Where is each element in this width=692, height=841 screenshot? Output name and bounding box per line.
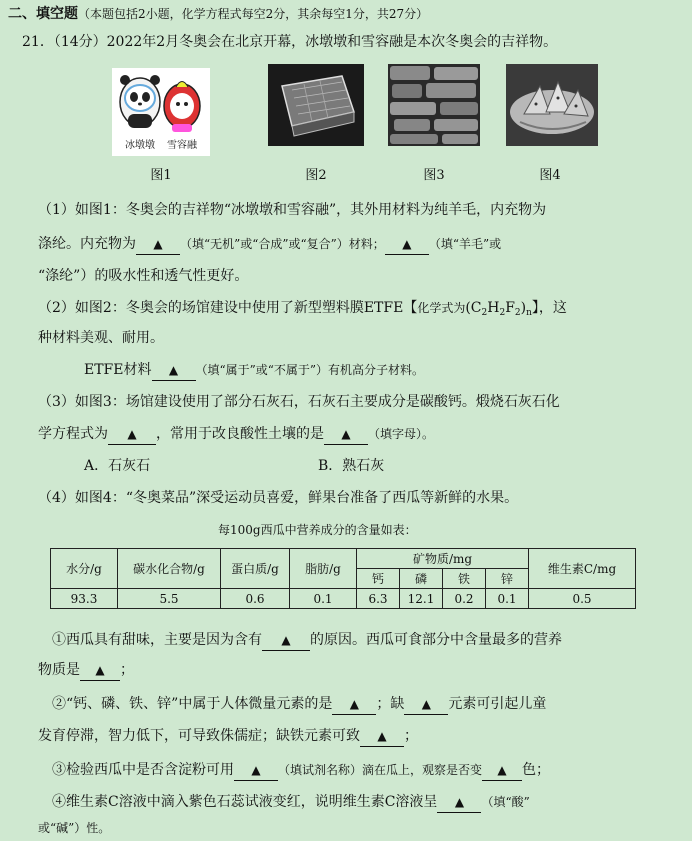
part3-text-a: 学方程式为 bbox=[38, 426, 108, 442]
q21-part3-line2 bbox=[38, 424, 434, 445]
caption-figure-1: 图1 bbox=[150, 168, 172, 183]
q21-part2-line1 bbox=[38, 298, 567, 323]
subq-2-text-e: ； bbox=[404, 728, 418, 744]
etfe-formula: $(C_2H_2F_2)_n$ bbox=[465, 300, 532, 318]
answer-blank[interactable]: ▲ bbox=[360, 726, 404, 747]
figure-4-watermelon bbox=[506, 64, 598, 146]
figure-row bbox=[0, 64, 692, 184]
section-note: （本题包括2小题，化学方程式每空2分，其余每空1分，共27分） bbox=[78, 7, 429, 21]
header-protein: 蛋白质/g bbox=[221, 549, 290, 589]
part3-hint: （填字母）。 bbox=[368, 427, 435, 441]
part2-text-end: 】，这 bbox=[531, 300, 567, 316]
q21-part3-line1: （3）如图3：场馆建设使用了部分石灰石，石灰石主要成分是碳酸钙。煅烧石灰石化 bbox=[38, 394, 560, 410]
mascot-label-a: 冰墩墩 bbox=[125, 140, 155, 151]
subq-2-line2 bbox=[38, 726, 418, 747]
q21-part1-line3: “涤纶”）的吸水性和透气性更好。 bbox=[38, 268, 249, 284]
header-carbohydrate: 碳水化合物/g bbox=[118, 549, 221, 589]
cell-iron: 0.2 bbox=[443, 589, 486, 609]
subq-2-text-b: ；缺 bbox=[376, 696, 405, 712]
answer-blank[interactable]: ▲ bbox=[108, 424, 156, 445]
cell-fat: 0.1 bbox=[290, 589, 357, 609]
table-title: 每100g西瓜中营养成分的含量如表： bbox=[218, 523, 417, 537]
part2-formula-note: 化学式为 bbox=[417, 301, 466, 315]
subq-4-text-a: ④维生素C溶液中滴入紫色石蕊试液变红，说明维生素C溶液呈 bbox=[52, 794, 438, 810]
cell-vitamin-c: 0.5 bbox=[529, 589, 636, 609]
subq-4-line2: 或“碱”）性。 bbox=[38, 821, 111, 835]
part2-text-a: （2）如图2：冬奥会的场馆建设中使用了新型塑料膜ETFE【 bbox=[38, 300, 418, 316]
cell-water: 93.3 bbox=[51, 589, 118, 609]
section-header bbox=[8, 4, 428, 24]
subq-3-text-a: ③检验西瓜中是否含淀粉可用 bbox=[52, 762, 234, 778]
answer-blank[interactable]: ▲ bbox=[404, 694, 448, 715]
header-water: 水分/g bbox=[51, 549, 118, 589]
answer-blank[interactable]: ▲ bbox=[80, 660, 120, 681]
part1-text-a: 涤纶。内充物为 bbox=[38, 236, 136, 252]
q21-part1-line1: （1）如图1：冬奥会的吉祥物“冰墩墩和雪容融”，其外用材料为纯羊毛，内充物为 bbox=[38, 202, 547, 218]
header-vitamin-c: 维生素C/mg bbox=[529, 549, 636, 589]
glass-block-photo bbox=[268, 64, 364, 146]
subq-4-hint: （填“酸” bbox=[481, 795, 530, 809]
answer-blank[interactable]: ▲ bbox=[482, 760, 522, 781]
caption-figure-2: 图2 bbox=[305, 168, 327, 183]
figure-1-mascots bbox=[112, 68, 210, 156]
subq-1-line2 bbox=[38, 660, 134, 681]
subq-3-text-c: 色； bbox=[522, 762, 551, 778]
mascot-label-b: 雪容融 bbox=[167, 140, 197, 151]
answer-blank[interactable]: ▲ bbox=[324, 424, 368, 445]
subq-1-text-b: 的原因。西瓜可食部分中含量最多的营养 bbox=[310, 632, 562, 648]
option-a: A．石灰石 bbox=[84, 458, 151, 474]
part1-hint-fiber: （填“羊毛”或 bbox=[428, 237, 502, 251]
subq-1-line1 bbox=[52, 630, 562, 651]
option-b: B．熟石灰 bbox=[318, 458, 385, 474]
q21-part4-line1: （4）如图4：“冬奥菜品”深受运动员喜爱，鲜果台准备了西瓜等新鲜的水果。 bbox=[38, 490, 519, 506]
caption-figure-3: 图3 bbox=[423, 168, 445, 183]
answer-blank[interactable]: ▲ bbox=[136, 234, 180, 255]
caption-figure-4: 图4 bbox=[539, 168, 561, 183]
table-row bbox=[51, 589, 636, 609]
figure-3-limestone bbox=[388, 64, 480, 146]
section-title: 二、填空题 bbox=[8, 6, 78, 22]
answer-blank[interactable]: ▲ bbox=[234, 760, 278, 781]
header-calcium: 钙 bbox=[357, 569, 400, 589]
cell-phosphorus: 12.1 bbox=[400, 589, 443, 609]
subq-3-line bbox=[52, 760, 550, 781]
watermelon-dish-photo bbox=[506, 64, 598, 146]
subq-2-line1 bbox=[52, 694, 546, 715]
header-minerals: 矿物质/mg bbox=[357, 549, 529, 569]
cell-zinc: 0.1 bbox=[486, 589, 529, 609]
question-21-intro: 21．（14分）2022年2月冬奥会在北京开幕，冰墩墩和雪容融是本次冬奥会的吉祥物。 bbox=[22, 34, 558, 50]
header-fat: 脂肪/g bbox=[290, 549, 357, 589]
subq-2-text-c: 元素可引起儿童 bbox=[448, 696, 547, 712]
mascot-illustration bbox=[112, 68, 210, 156]
limestone-wall-photo bbox=[388, 64, 480, 146]
subq-2-text-a: ②“钙、磷、铁、锌”中属于人体微量元素的是 bbox=[52, 696, 333, 712]
part2-hint: （填“属于”或“不属于”）有机高分子材料。 bbox=[195, 363, 425, 377]
cell-carbohydrate: 5.5 bbox=[118, 589, 221, 609]
q21-part1-line2 bbox=[38, 234, 501, 255]
cell-protein: 0.6 bbox=[221, 589, 290, 609]
part2-etfe-label: ETFE材料 bbox=[84, 362, 152, 378]
part3-text-b: ，常用于改良酸性土壤的是 bbox=[156, 426, 324, 442]
header-phosphorus: 磷 bbox=[400, 569, 443, 589]
subq-2-text-d: 发育停滞，智力低下，可导致侏儒症；缺铁元素可致 bbox=[38, 728, 360, 744]
answer-blank[interactable]: ▲ bbox=[385, 234, 429, 255]
nutrition-table bbox=[50, 548, 636, 609]
answer-blank[interactable]: ▲ bbox=[262, 630, 310, 651]
subq-1-text-d: ； bbox=[120, 662, 134, 678]
cell-calcium: 6.3 bbox=[357, 589, 400, 609]
header-zinc: 锌 bbox=[486, 569, 529, 589]
answer-blank[interactable]: ▲ bbox=[152, 360, 196, 381]
answer-blank[interactable]: ▲ bbox=[332, 694, 376, 715]
subq-3-text-b: （填试剂名称）滴在瓜上，观察是否变 bbox=[278, 763, 483, 777]
figure-2-etfe-block bbox=[268, 64, 364, 146]
header-iron: 铁 bbox=[443, 569, 486, 589]
subq-4-line1 bbox=[52, 792, 530, 813]
subq-1-text-a: ①西瓜具有甜味，主要是因为含有 bbox=[52, 632, 262, 648]
part1-hint-material: （填“无机”或“合成”或“复合”）材料； bbox=[180, 237, 385, 251]
subq-1-text-c: 物质是 bbox=[38, 662, 80, 678]
q21-part2-line2: 种材料美观、耐用。 bbox=[38, 330, 164, 346]
answer-blank[interactable]: ▲ bbox=[437, 792, 481, 813]
table-header-row bbox=[51, 549, 636, 569]
q21-part2-line3 bbox=[84, 360, 424, 381]
